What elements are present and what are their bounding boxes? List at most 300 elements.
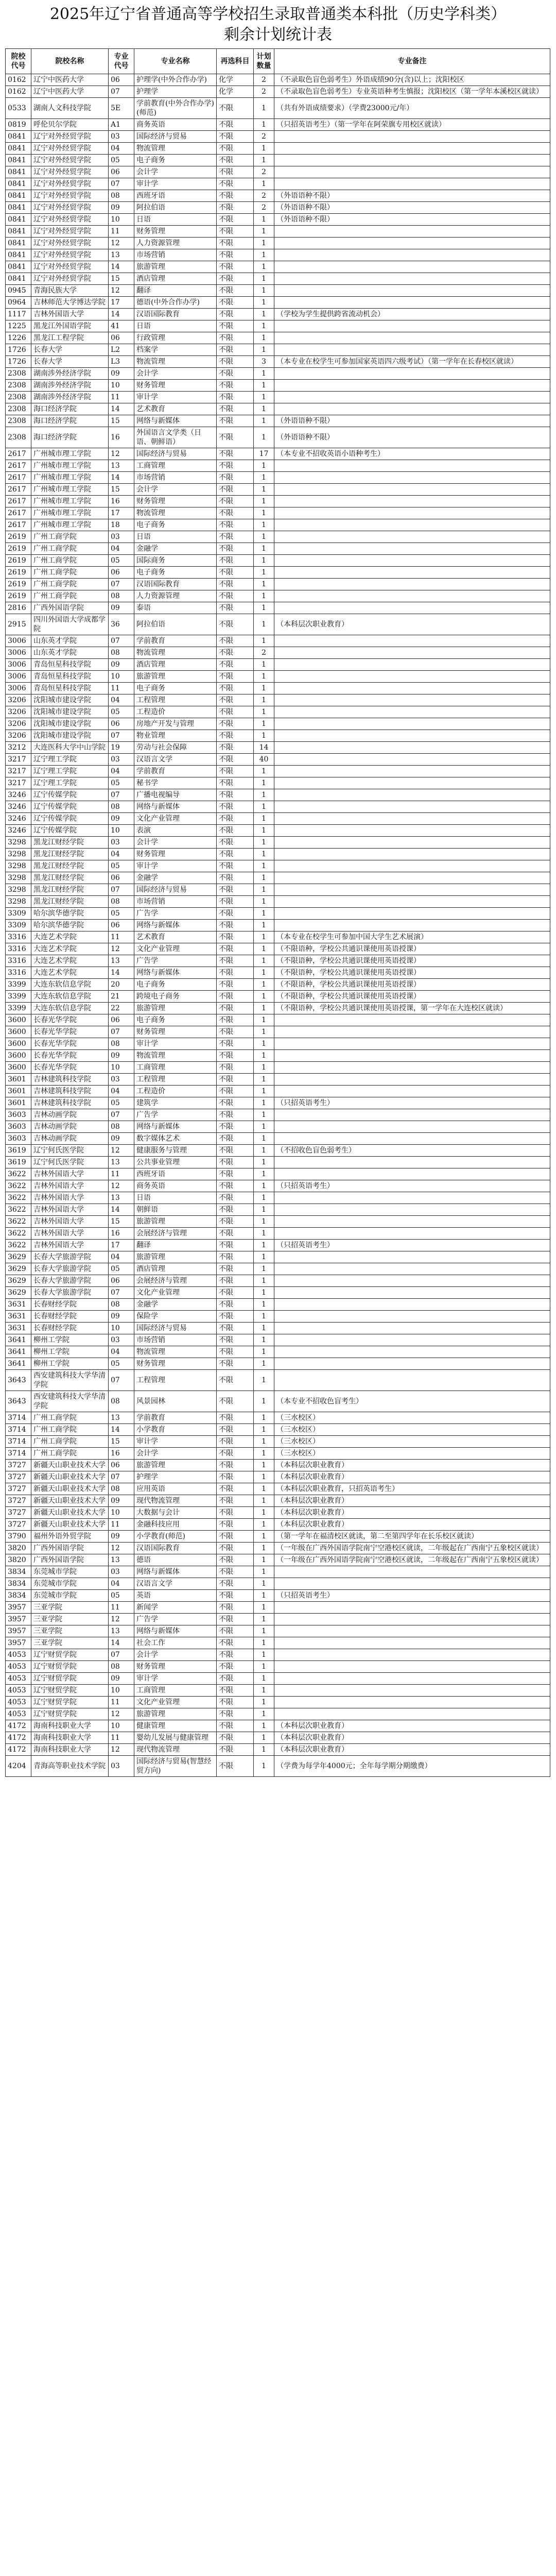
cell-school-name: 长春大学旅游学院: [31, 1275, 109, 1287]
cell-remarks: [274, 1311, 550, 1323]
cell-major-name: 网络与新媒体: [134, 1121, 217, 1133]
cell-school-name: 大连艺术学院: [31, 931, 109, 943]
cell-school-code: 0841: [6, 190, 31, 202]
cell-school-name: 湖南涉外经济学院: [31, 380, 109, 392]
cell-subject: 不限: [217, 671, 254, 683]
cell-major-code: 09: [109, 813, 134, 825]
cell-school-code: 4053: [6, 1708, 31, 1720]
cell-plan-count: 1: [254, 332, 274, 344]
cell-school-code: 3603: [6, 1109, 31, 1121]
cell-school-name: 辽宁传媒学院: [31, 789, 109, 801]
cell-major-code: 05: [109, 908, 134, 920]
cell-remarks: [274, 403, 550, 415]
table-row: [6, 202, 550, 214]
cell-major-name: 审计学: [134, 1673, 217, 1685]
cell-major-code: 06: [109, 74, 134, 86]
table-row: [6, 1228, 550, 1240]
cell-school-code: 2617: [6, 460, 31, 472]
cell-remarks: [274, 1287, 550, 1299]
cell-subject: 不限: [217, 590, 254, 602]
cell-plan-count: 1: [254, 635, 274, 647]
table-row: [6, 1074, 550, 1086]
cell-school-code: 3631: [6, 1299, 31, 1311]
cell-school-name: 吉林外国语大学: [31, 1192, 109, 1204]
cell-school-code: 4053: [6, 1685, 31, 1697]
cell-school-code: 3714: [6, 1424, 31, 1436]
cell-subject: 不限: [217, 380, 254, 392]
table-row: [6, 190, 550, 202]
cell-subject: 不限: [217, 496, 254, 507]
cell-major-code: 09: [109, 1673, 134, 1685]
cell-plan-count: 1: [254, 1275, 274, 1287]
cell-school-code: 2617: [6, 448, 31, 460]
cell-plan-count: 1: [254, 1744, 274, 1756]
cell-school-code: 2308: [6, 403, 31, 415]
cell-major-code: 12: [109, 1543, 134, 1554]
cell-subject: 不限: [217, 754, 254, 766]
cell-remarks: [274, 1299, 550, 1311]
cell-school-code: 3246: [6, 801, 31, 813]
cell-school-name: 辽宁对外经贸学院: [31, 238, 109, 249]
cell-remarks: [274, 1697, 550, 1708]
table-row: [6, 1744, 550, 1756]
cell-plan-count: 1: [254, 1121, 274, 1133]
cell-school-name: 长春大学: [31, 356, 109, 368]
table-row: [6, 1424, 550, 1436]
cell-remarks: [274, 1625, 550, 1637]
cell-remarks: [274, 849, 550, 860]
cell-major-code: 04: [109, 1578, 134, 1590]
cell-remarks: （本科层次职业教育）: [274, 1495, 550, 1507]
cell-school-code: 4053: [6, 1661, 31, 1673]
cell-major-code: 16: [109, 1448, 134, 1460]
cell-school-name: 青海民族大学: [31, 285, 109, 297]
cell-remarks: [274, 460, 550, 472]
cell-subject: 不限: [217, 543, 254, 555]
cell-school-code: 3600: [6, 1026, 31, 1038]
cell-plan-count: 1: [254, 543, 274, 555]
cell-plan-count: 2: [254, 131, 274, 143]
cell-remarks: [274, 896, 550, 908]
table-body: [6, 74, 550, 1777]
cell-remarks: （只招英语考生）: [274, 1097, 550, 1109]
cell-remarks: （本科层次职业教育）: [274, 614, 550, 635]
cell-plan-count: 1: [254, 98, 274, 119]
cell-major-code: 11: [109, 1519, 134, 1531]
cell-major-name: 现代物流管理: [134, 1744, 217, 1756]
cell-subject: 不限: [217, 1507, 254, 1519]
cell-school-name: 吉林建筑科技学院: [31, 1086, 109, 1097]
cell-plan-count: 1: [254, 1436, 274, 1448]
cell-school-name: 新疆天山职业技术大学: [31, 1460, 109, 1471]
cell-major-code: 5E: [109, 98, 134, 119]
cell-school-code: 3601: [6, 1097, 31, 1109]
cell-major-code: 15: [109, 273, 134, 285]
cell-major-code: 12: [109, 285, 134, 297]
table-row: [6, 979, 550, 991]
cell-plan-count: 1: [254, 1471, 274, 1483]
cell-major-name: 电子商务: [134, 979, 217, 991]
cell-plan-count: 14: [254, 742, 274, 754]
cell-subject: 不限: [217, 214, 254, 226]
cell-school-name: 柳州工学院: [31, 1334, 109, 1346]
cell-plan-count: 1: [254, 1311, 274, 1323]
cell-school-name: 黑龙江财经学院: [31, 872, 109, 884]
cell-remarks: （本专业在校学生可参加国家英语四六级考试）（第一学年在长春校区就读）: [274, 356, 550, 368]
cell-school-code: 3399: [6, 991, 31, 1003]
cell-major-code: 04: [109, 543, 134, 555]
table-row: [6, 1602, 550, 1614]
cell-remarks: [274, 1661, 550, 1673]
table-row: [6, 635, 550, 647]
cell-remarks: [274, 1038, 550, 1050]
cell-subject: 不限: [217, 1323, 254, 1334]
cell-plan-count: 1: [254, 602, 274, 614]
cell-subject: 不限: [217, 1204, 254, 1216]
cell-remarks: [274, 1014, 550, 1026]
cell-subject: 不限: [217, 98, 254, 119]
cell-major-name: 新闻学: [134, 1602, 217, 1614]
cell-subject: 不限: [217, 555, 254, 567]
cell-subject: 不限: [217, 1121, 254, 1133]
cell-school-name: 吉林外国语大学: [31, 1204, 109, 1216]
cell-subject: 不限: [217, 1370, 254, 1391]
cell-major-code: 11: [109, 1732, 134, 1744]
table-row: [6, 766, 550, 777]
cell-major-name: 市场营销: [134, 249, 217, 261]
table-row: [6, 730, 550, 742]
cell-major-name: 护理学: [134, 1471, 217, 1483]
cell-plan-count: 1: [254, 1014, 274, 1026]
cell-plan-count: 1: [254, 1578, 274, 1590]
cell-major-name: 商务英语: [134, 1180, 217, 1192]
cell-major-name: 德语(中外合作办学): [134, 297, 217, 309]
cell-school-name: 黑龙江财经学院: [31, 896, 109, 908]
cell-subject: 不限: [217, 884, 254, 896]
cell-remarks: （不限语种，学校公共通识课使用英语授课）: [274, 955, 550, 967]
cell-school-code: 3622: [6, 1216, 31, 1228]
cell-plan-count: 1: [254, 1251, 274, 1263]
table-row: [6, 166, 550, 178]
cell-major-code: 05: [109, 1097, 134, 1109]
cell-school-name: 沈阳城市建设学院: [31, 718, 109, 730]
cell-major-name: 市场营销: [134, 896, 217, 908]
cell-remarks: （三水校区）: [274, 1448, 550, 1460]
cell-school-code: 3600: [6, 1038, 31, 1050]
table-row: [6, 1097, 550, 1109]
cell-subject: 不限: [217, 1263, 254, 1275]
cell-subject: 不限: [217, 415, 254, 427]
cell-school-code: 3316: [6, 955, 31, 967]
cell-school-name: 广州城市理工学院: [31, 484, 109, 496]
table-row: [6, 1756, 550, 1777]
cell-remarks: [274, 1685, 550, 1697]
cell-school-name: 长春光华学院: [31, 1062, 109, 1074]
cell-remarks: [274, 472, 550, 484]
cell-major-name: 商务英语: [134, 119, 217, 131]
table-row: [6, 332, 550, 344]
cell-major-code: 18: [109, 519, 134, 531]
cell-major-code: 15: [109, 1436, 134, 1448]
cell-major-code: 06: [109, 920, 134, 931]
cell-major-name: 文化产业管理: [134, 813, 217, 825]
cell-plan-count: 1: [254, 671, 274, 683]
cell-school-name: 青海高等职业技术学院: [31, 1756, 109, 1777]
cell-major-code: 11: [109, 1168, 134, 1180]
cell-plan-count: 1: [254, 659, 274, 671]
cell-school-code: 0533: [6, 98, 31, 119]
cell-subject: 不限: [217, 567, 254, 579]
cell-school-name: 吉林外国语大学: [31, 1168, 109, 1180]
cell-major-code: 17: [109, 1240, 134, 1251]
table-header-row: [6, 49, 550, 74]
cell-school-name: 广州工商学院: [31, 555, 109, 567]
cell-school-name: 广州城市理工学院: [31, 507, 109, 519]
cell-plan-count: 1: [254, 1038, 274, 1050]
cell-school-code: 2619: [6, 543, 31, 555]
cell-plan-count: 1: [254, 683, 274, 694]
table-row: [6, 155, 550, 166]
cell-major-code: 14: [109, 403, 134, 415]
cell-plan-count: 1: [254, 368, 274, 380]
cell-school-name: 呼伦贝尔学院: [31, 119, 109, 131]
cell-plan-count: 2: [254, 202, 274, 214]
cell-major-name: 工程管理: [134, 1370, 217, 1391]
cell-subject: 不限: [217, 1391, 254, 1412]
cell-major-name: 学前教育: [134, 1412, 217, 1424]
cell-plan-count: 1: [254, 1192, 274, 1204]
cell-remarks: （本科层次职业教育）: [274, 1744, 550, 1756]
cell-remarks: （学校为学生提供跨省流动机会）: [274, 309, 550, 320]
cell-major-code: 08: [109, 1391, 134, 1412]
cell-school-name: 青岛恒星科技学院: [31, 683, 109, 694]
cell-remarks: [274, 908, 550, 920]
cell-school-name: 柳州工学院: [31, 1358, 109, 1370]
cell-major-code: 04: [109, 1086, 134, 1097]
cell-school-code: 3206: [6, 694, 31, 706]
table-row: [6, 659, 550, 671]
table-row: [6, 706, 550, 718]
cell-plan-count: 1: [254, 249, 274, 261]
cell-subject: 不限: [217, 1637, 254, 1649]
cell-major-code: 21: [109, 991, 134, 1003]
cell-plan-count: 1: [254, 427, 274, 448]
cell-plan-count: 1: [254, 1370, 274, 1391]
cell-school-name: 黑龙江财经学院: [31, 849, 109, 860]
cell-major-name: 会计学: [134, 1649, 217, 1661]
table-row: [6, 1436, 550, 1448]
cell-school-code: 3641: [6, 1334, 31, 1346]
cell-subject: 不限: [217, 579, 254, 590]
cell-plan-count: 1: [254, 1507, 274, 1519]
cell-school-code: 3212: [6, 742, 31, 754]
cell-major-code: L2: [109, 344, 134, 356]
cell-major-name: 酒店管理: [134, 659, 217, 671]
cell-remarks: [274, 635, 550, 647]
cell-major-code: 03: [109, 1334, 134, 1346]
cell-major-code: 41: [109, 320, 134, 332]
cell-plan-count: 1: [254, 979, 274, 991]
cell-school-name: 广西外国语学院: [31, 1543, 109, 1554]
cell-major-name: 现代物流管理: [134, 1495, 217, 1507]
cell-remarks: （第一学年在福清校区就读，第二至第四学年在长乐校区就读）: [274, 1531, 550, 1543]
cell-school-code: 4053: [6, 1649, 31, 1661]
table-row: [6, 1323, 550, 1334]
cell-remarks: [274, 1216, 550, 1228]
cell-subject: 不限: [217, 119, 254, 131]
cell-plan-count: 1: [254, 813, 274, 825]
cell-major-code: 07: [109, 1109, 134, 1121]
cell-subject: 不限: [217, 472, 254, 484]
cell-school-code: 0841: [6, 249, 31, 261]
cell-school-name: 吉林外国语大学: [31, 1228, 109, 1240]
cell-remarks: （共有外语成绩要求）（学费23000元/年）: [274, 98, 550, 119]
table-row: [6, 1109, 550, 1121]
cell-subject: 不限: [217, 602, 254, 614]
table-row: [6, 415, 550, 427]
cell-subject: 不限: [217, 356, 254, 368]
cell-school-name: 东莞城市学院: [31, 1578, 109, 1590]
table-row: [6, 1483, 550, 1495]
cell-plan-count: 1: [254, 1204, 274, 1216]
table-row: [6, 872, 550, 884]
cell-school-name: 新疆天山职业技术大学: [31, 1471, 109, 1483]
cell-subject: 不限: [217, 249, 254, 261]
cell-school-code: 3834: [6, 1590, 31, 1602]
cell-plan-count: 1: [254, 460, 274, 472]
cell-school-name: 青岛恒星科技学院: [31, 659, 109, 671]
cell-major-code: 10: [109, 1062, 134, 1074]
cell-major-name: 数字媒体艺术: [134, 1133, 217, 1145]
cell-subject: 不限: [217, 1673, 254, 1685]
cell-remarks: （本专业不招收色盲考生）: [274, 1391, 550, 1412]
cell-plan-count: 1: [254, 1145, 274, 1157]
cell-school-name: 长春大学: [31, 344, 109, 356]
cell-major-code: 10: [109, 1720, 134, 1732]
cell-school-code: 3006: [6, 683, 31, 694]
cell-major-name: 保险学: [134, 1311, 217, 1323]
cell-school-name: 长春光华学院: [31, 1014, 109, 1026]
cell-plan-count: 1: [254, 1543, 274, 1554]
page-title: [5, 4, 551, 45]
cell-school-code: 2816: [6, 602, 31, 614]
cell-major-name: 文化产业管理: [134, 1697, 217, 1708]
cell-remarks: [274, 1251, 550, 1263]
cell-major-code: 13: [109, 1625, 134, 1637]
cell-remarks: [274, 1062, 550, 1074]
cell-major-name: 劳动与社会保障: [134, 742, 217, 754]
header-subject: 再选科目: [217, 49, 254, 74]
table-row: [6, 1192, 550, 1204]
cell-remarks: [274, 392, 550, 403]
cell-major-name: 跨境电子商务: [134, 991, 217, 1003]
cell-school-name: 广州工商学院: [31, 1448, 109, 1460]
cell-school-name: 山东英才学院: [31, 635, 109, 647]
cell-remarks: [274, 1109, 550, 1121]
table-row: [6, 273, 550, 285]
table-row: [6, 1566, 550, 1578]
table-row: [6, 356, 550, 368]
cell-plan-count: 1: [254, 297, 274, 309]
cell-school-name: 吉林动画学院: [31, 1121, 109, 1133]
cell-plan-count: 1: [254, 931, 274, 943]
cell-remarks: [274, 1228, 550, 1240]
cell-subject: 不限: [217, 1483, 254, 1495]
cell-school-name: 海口经济学院: [31, 427, 109, 448]
cell-school-code: 1726: [6, 356, 31, 368]
cell-remarks: [274, 1168, 550, 1180]
cell-plan-count: 1: [254, 415, 274, 427]
cell-major-name: 小学教育: [134, 1424, 217, 1436]
cell-major-code: 07: [109, 789, 134, 801]
table-row: [6, 579, 550, 590]
cell-remarks: [274, 1133, 550, 1145]
cell-major-name: 风景园林: [134, 1391, 217, 1412]
cell-major-name: 网络与新媒体: [134, 1566, 217, 1578]
cell-subject: 不限: [217, 1578, 254, 1590]
cell-school-code: 4172: [6, 1732, 31, 1744]
cell-school-name: 吉林建筑科技学院: [31, 1074, 109, 1086]
table-row: [6, 920, 550, 931]
cell-major-code: 19: [109, 742, 134, 754]
cell-major-code: 10: [109, 825, 134, 837]
cell-plan-count: 1: [254, 801, 274, 813]
cell-subject: 不限: [217, 1133, 254, 1145]
cell-subject: 不限: [217, 1732, 254, 1744]
cell-school-code: 0945: [6, 285, 31, 297]
cell-major-code: 14: [109, 1204, 134, 1216]
cell-remarks: [274, 1026, 550, 1038]
cell-major-name: 工商管理: [134, 460, 217, 472]
cell-major-name: 旅游管理: [134, 1003, 217, 1014]
cell-school-code: 3622: [6, 1204, 31, 1216]
cell-subject: 不限: [217, 202, 254, 214]
header-major-code: 专业代号: [109, 49, 134, 74]
cell-school-code: 4053: [6, 1673, 31, 1685]
cell-school-code: 3643: [6, 1391, 31, 1412]
cell-school-code: 3603: [6, 1133, 31, 1145]
cell-school-code: 1226: [6, 332, 31, 344]
cell-school-name: 大连东软信息学院: [31, 1003, 109, 1014]
cell-school-name: 辽宁财贸学院: [31, 1685, 109, 1697]
cell-major-code: 12: [109, 1614, 134, 1625]
cell-major-code: 04: [109, 1251, 134, 1263]
table-row: [6, 1168, 550, 1180]
cell-school-name: 湖南人文科技学院: [31, 98, 109, 119]
cell-major-code: 13: [109, 955, 134, 967]
cell-remarks: （外语语种不限）: [274, 415, 550, 427]
cell-subject: 不限: [217, 1038, 254, 1050]
cell-remarks: [274, 285, 550, 297]
cell-school-name: 辽宁对外经贸学院: [31, 178, 109, 190]
cell-school-code: 3298: [6, 896, 31, 908]
cell-remarks: [274, 1204, 550, 1216]
cell-school-code: 3006: [6, 659, 31, 671]
cell-major-name: 会展经济与管理: [134, 1275, 217, 1287]
cell-remarks: [274, 1192, 550, 1204]
cell-subject: 不限: [217, 1495, 254, 1507]
table-row: [6, 380, 550, 392]
cell-subject: 不限: [217, 1334, 254, 1346]
table-row: [6, 143, 550, 155]
table-row: [6, 884, 550, 896]
cell-school-code: 2619: [6, 567, 31, 579]
cell-plan-count: 3: [254, 356, 274, 368]
table-row: [6, 460, 550, 472]
cell-subject: 不限: [217, 1014, 254, 1026]
cell-subject: 不限: [217, 1744, 254, 1756]
cell-school-name: 大连艺术学院: [31, 955, 109, 967]
